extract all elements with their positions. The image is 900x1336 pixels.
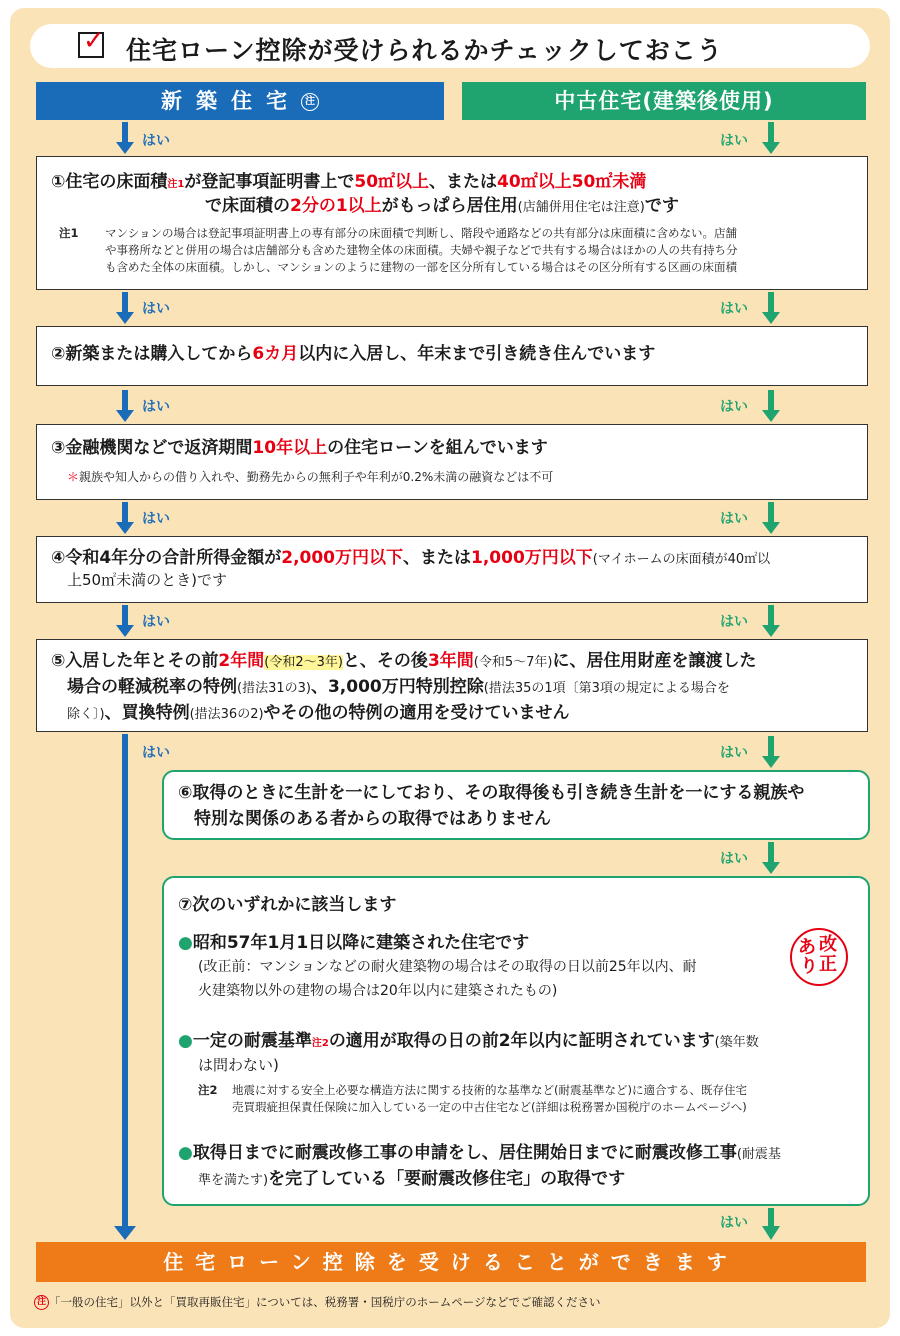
check-item-4: ④令和4年分の合計所得金額が2,000万円以下、または1,000万円以下(マイホームの床面積が40㎡以 上50㎡未満のとき)です [36, 536, 868, 603]
check-item-5: ⑤入居した年とその前2年間(令和2～3年)と、その後3年間(令和5～7年)に、居住用財産を譲渡した 場合の軽減税率の特例(措法31の3)、3,000万円特別控除(措法35の1項〔第3項の規定による場合を 除く〕)、買換特例(措法36の2)やその他の特例の適用を受けていません [36, 639, 868, 732]
result-banner: 住宅ローン控除を受けることができます [36, 1242, 866, 1282]
footer-note: 注 「一般の住宅」以外と「買取再販住宅」については、税務署・国税庁のホームページなどでご確認ください [34, 1294, 601, 1310]
yes-label-used: はい [720, 133, 748, 149]
yes-label-used: はい [720, 1215, 748, 1231]
check-item-3: ③金融機関などで返済期間10年以上の住宅ローンを組んでいます ＊親族や知人からの借り入れや、勤務先からの無利子や年利が0.2%未満の融資などは不可 [36, 424, 868, 500]
check-item-2: ②新築または購入してから6カ月以内に入居し、年末まで引き続き住んでいます [36, 326, 868, 386]
note-1-line: マンションの場合は登記事項証明書上の専有部分の床面積で判断し、階段や通路などの共有部分は床面積に含めない。店舗 [105, 226, 737, 240]
note-2-line: 地震に対する安全上必要な構造方法に関する技術的な基準など(耐震基準など)に適合する、既存住宅 [232, 1083, 747, 1097]
yes-label-new: はい [142, 745, 170, 761]
revised-stamp-icon: あ 改 り 正 [790, 928, 848, 986]
note-1-line: も含めた全体の床面積。しかし、マンションのように建物の一部を区分所有している場合はその区分所有する区画の床面積 [105, 260, 737, 274]
yes-label-used: はい [720, 745, 748, 761]
note-mark: 注 [301, 93, 319, 111]
yes-label-new: はい [142, 399, 170, 415]
yes-label-used: はい [720, 301, 748, 317]
check-item-1: ①住宅の床面積注1が登記事項証明書上で50㎡以上、または40㎡以上50㎡未満 で床面積の2分の1以上がもっぱら居住用(店舗併用住宅は注意)です 注1 マンションの場合は登記事項証明書上の専有部分の床面積で判断し、階段や通路などの共有部分は床面積に含めない。店舗 や事務所などと併用の場合は店舗部分も含めた建物全体の床面積。夫婦や親子などで共有する場合はほかの人の共有持ち分 も含めた全体の床面積。しかし、マンションのように建物の一部を区分所有している場合はその区分所有する区画の床面積 [36, 156, 868, 290]
note-1-line: や事務所などと併用の場合は店舗部分も含めた建物全体の床面積。夫婦や親子などで共有する場合はほかの人の共有持ち分 [105, 243, 738, 257]
yes-label-used: はい [720, 851, 748, 867]
yes-label-used: はい [720, 614, 748, 630]
header-used-house: 中古住宅(建築後使用) [462, 82, 866, 120]
check-item-7: ⑦次のいずれかに該当します ●昭和57年1月1日以降に建築された住宅です (改正前：マンションなどの耐火建築物の場合はその取得の日以前25年以内、耐 火建築物以外の建物の場合は20年以内に建築されたもの) ●一定の耐震基準注2の適用が取得の日の前2年以内に証明されています(築年数 は問わない) 注2 地震に対する安全上必要な構造方法に関する技術的な基準など(耐震基準など)に適合する、既存住宅 売買瑕疵担保責任保険に加入している一定の中古住宅など(詳細は税務署か国税庁のホームページへ) ●取得日までに耐震改修工事の申請をし、居住開始日までに耐震改修工事(耐震基 準を満たす)を完了している「要耐震改修住宅」の取得です [162, 876, 870, 1206]
yes-label-new: はい [142, 614, 170, 630]
item-7-heading: ⑦次のいずれかに該当します [178, 895, 397, 915]
yes-label-new: はい [142, 301, 170, 317]
yes-label-new: はい [142, 133, 170, 149]
yes-label-used: はい [720, 511, 748, 527]
note-mark: 注 [34, 1295, 49, 1310]
page-title: 住宅ローン控除が受けられるかチェックしておこう [126, 36, 723, 65]
note-mark: 注2 [198, 1083, 218, 1097]
checkbox-icon: ✓ [78, 32, 104, 58]
note-2-line: 売買瑕疵担保責任保険に加入している一定の中古住宅など(詳細は税務署か国税庁のホームページへ) [232, 1100, 747, 1114]
check-item-6: ⑥取得のときに生計を一にしており、その取得後も引き続き生計を一にする親族や 特別な関係のある者からの取得ではありません [162, 770, 870, 840]
note-mark: 注1 [59, 226, 79, 240]
yes-label-new: はい [142, 511, 170, 527]
note-mark: 注2 [311, 1038, 329, 1049]
yes-label-used: はい [720, 399, 748, 415]
note-mark: 注1 [167, 179, 185, 190]
header-new-house: 新築住宅 注 [36, 82, 444, 120]
